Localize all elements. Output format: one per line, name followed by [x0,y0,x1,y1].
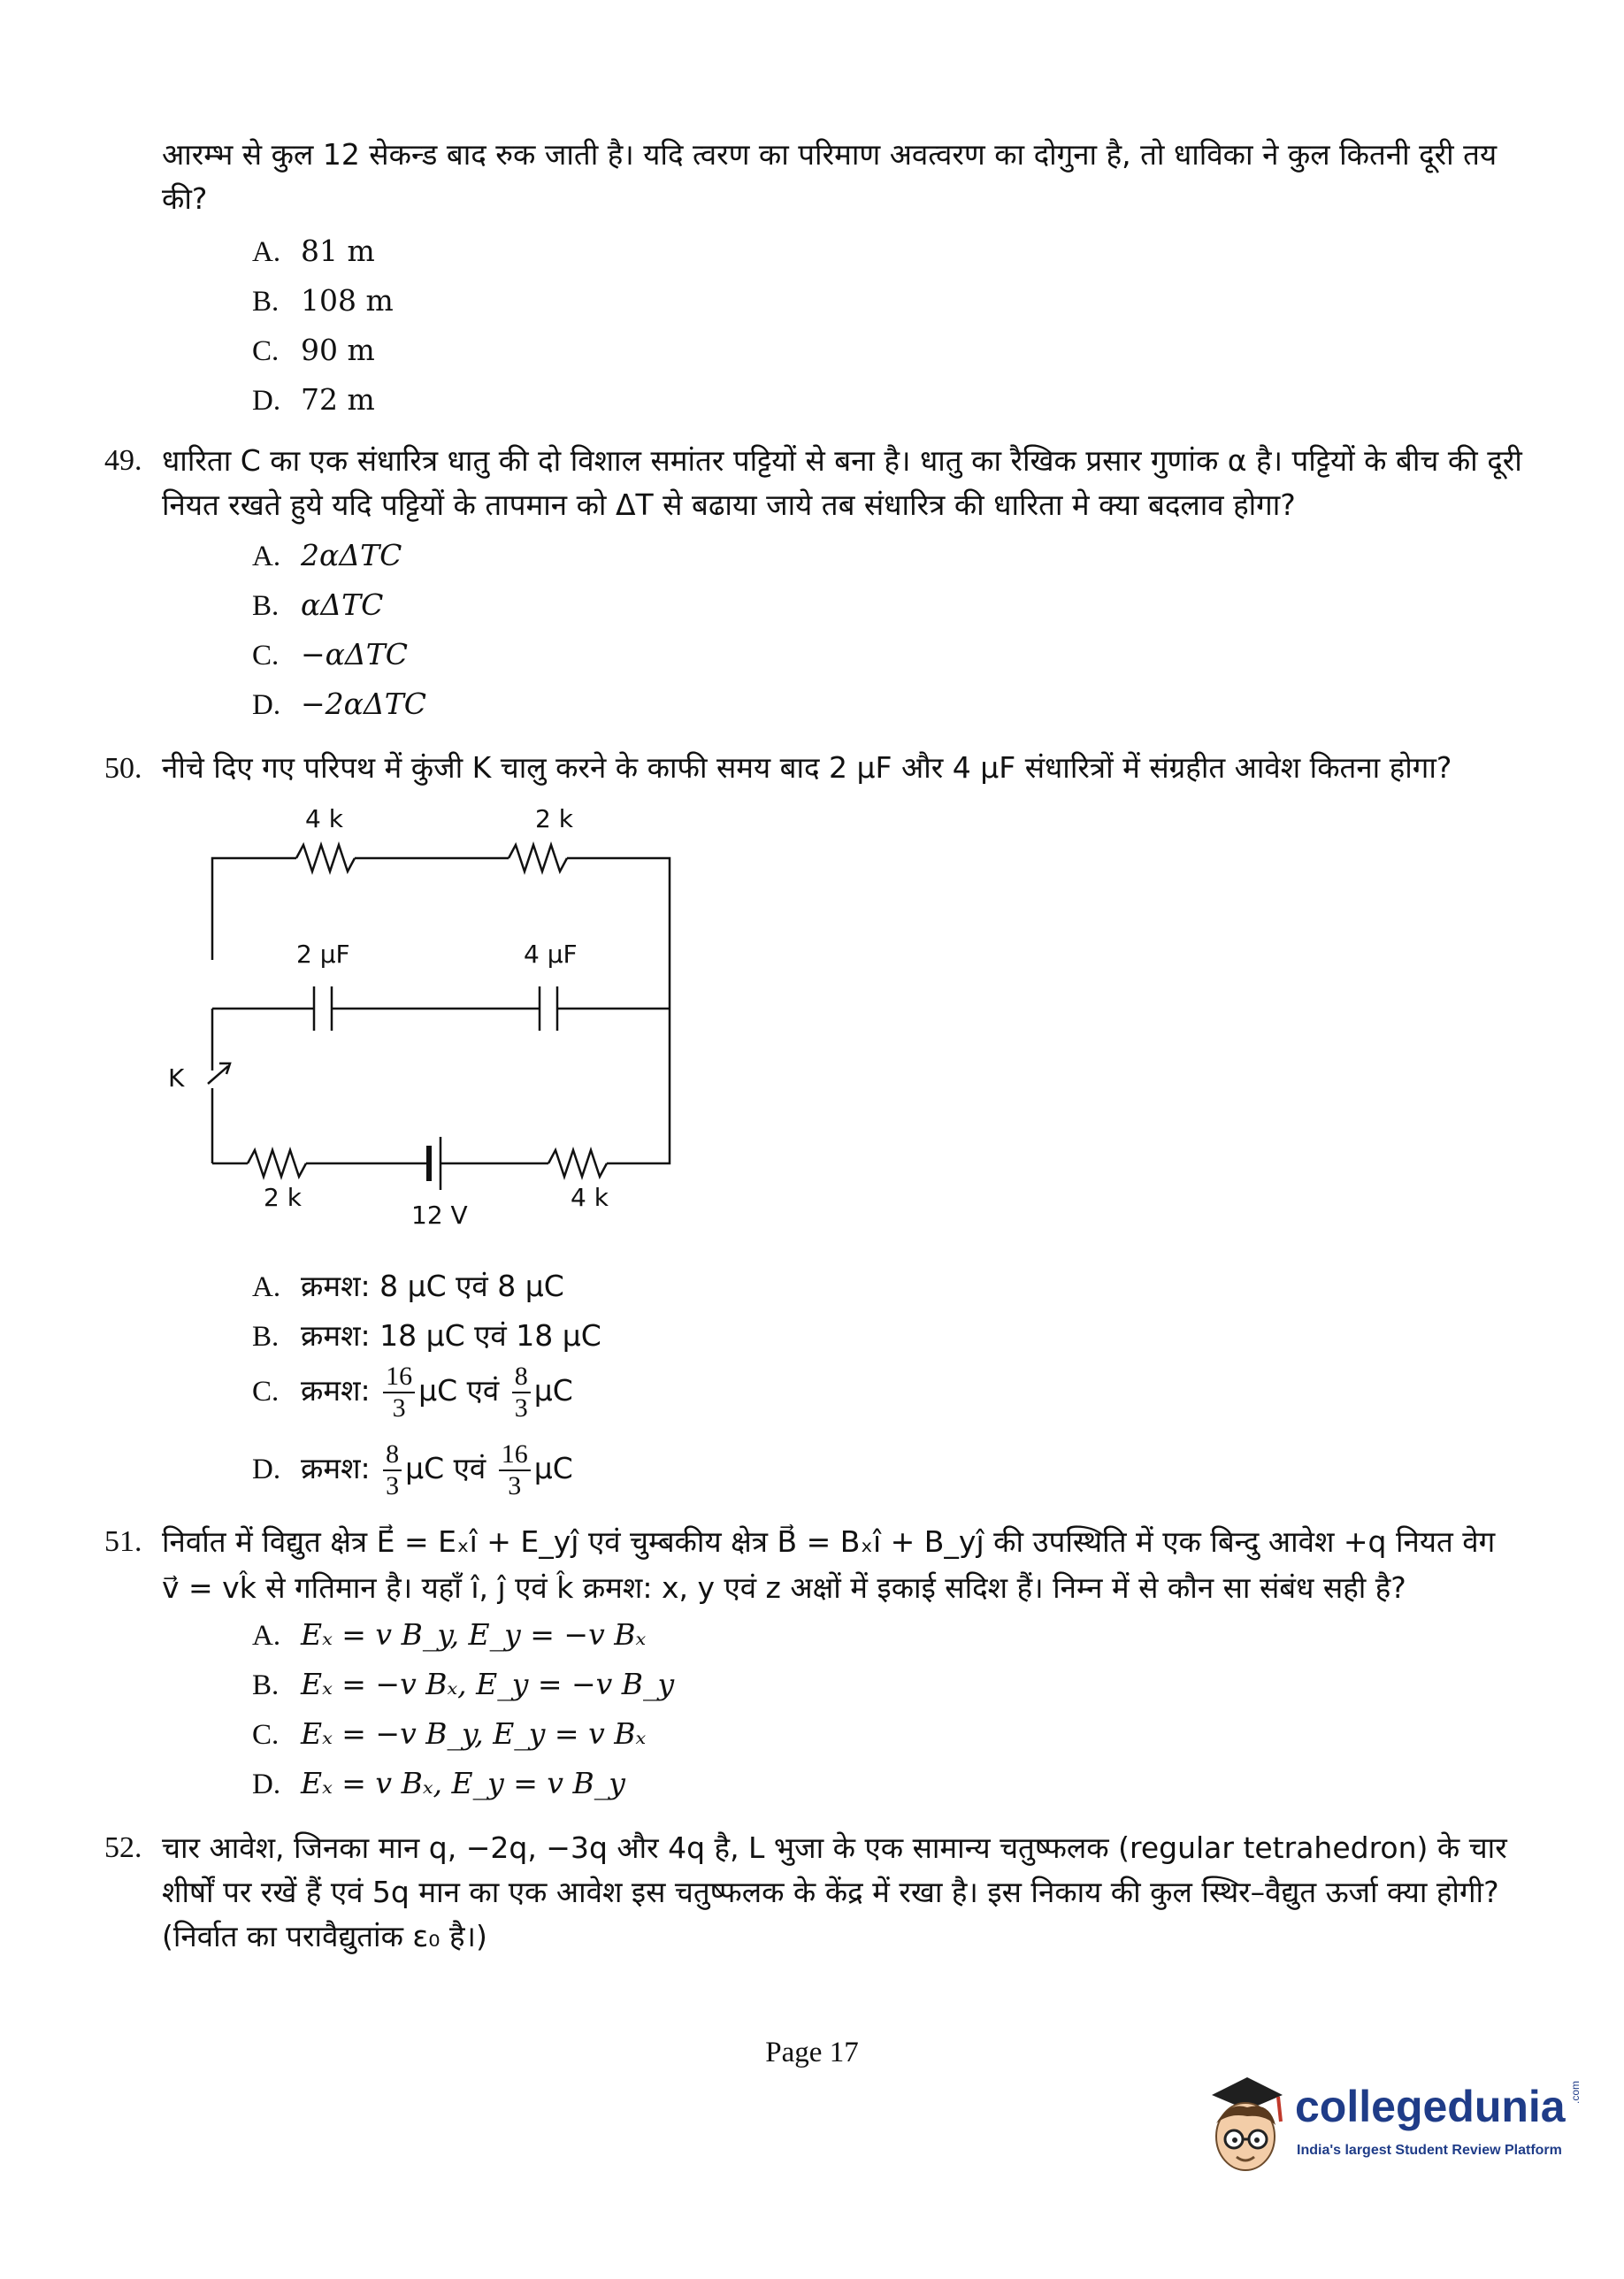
label-bottom-right-resistor: 4 k [571,1183,609,1212]
q51-number: 51. [104,1525,142,1558]
q48-option-d: D. 72 m [252,382,375,417]
label-top-left-resistor: 4 k [305,804,343,833]
q51-option-d: D. Eₓ = v Bₓ, E_y = v B_y [252,1766,625,1800]
fraction: $\frac{8}{3}$ [512,1362,531,1423]
q50-text: नीचे दिए गए परिपथ में कुंजी K चालु करने के काफी समय बाद 2 μF और 4 μF संधारित्रों में संग्रहीत आवेश कितना होगा? [162,750,1452,785]
q52-text: चार आवेश, जिनका मान q, −2q, −3q और 4q है, L भुजा के एक सामान्य चतुष्फलक (regular tetrahedron) के चार शीर्षों पर रखें हैं एवं 5q मान का एक आवेश इस चतुष्फलक के केंद्र में रखा है। इस निकाय की कुल स्थिर–वैद्युत ऊर्जा क्या होगी? (निर्वात का परावैद्युतांक ε₀ है।) [162,1830,1507,1953]
brand-tagline: India's largest Student Review Platform [1297,2143,1562,2158]
resistor-bottom-left [248,1150,306,1177]
brand-name: collegedunia [1295,2082,1566,2131]
resistor-top-left [296,845,355,871]
page-number: Page 17 [765,2037,859,2068]
q50-number: 50. [104,752,142,785]
q52-number: 52. [104,1831,142,1864]
q49-number: 49. [104,444,142,477]
label-top-right-resistor: 2 k [535,804,573,833]
q48-continuation-text: आरम्भ से कुल 12 सेकन्ड बाद रुक जाती है। यदि त्वरण का परिमाण अवत्वरण का दोगुना है, तो धाविका ने कुल कितनी दूरी तय की? [162,137,1498,216]
collegedunia-logo [1194,2061,1583,2194]
q51-line-1: निर्वात में विद्युत क्षेत्र E⃗ = Eₓî + E_yĵ एवं चुम्बकीय क्षेत्र B⃗ = Bₓî + B_yĵ की उपस्थिति में एक बिन्दु आवेश +q नियत वेग [162,1524,1496,1559]
q49-text: धारिता C का एक संधारित्र धातु की दो विशाल समांतर पट्टियों से बना है। धातु का रैखिक प्रसार गुणांक α है। पट्टियों के बीच की दूरी नियत रखते हुये यदि पट्टियों के तापमान को ΔT से बढाया जाये तब संधारित्र की धारिता मे क्या बदलाव होगा? [162,443,1522,522]
capacitor-branch [212,986,670,1031]
fraction: $\frac{16}{3}$ [383,1362,415,1423]
q50-option-d: D. क्रमश: $\frac{8}{3}$ μC एवं $\frac{16}{3}$ μC [252,1439,573,1500]
label-battery: 12 V [411,1201,468,1230]
fraction: $\frac{8}{3}$ [383,1439,402,1501]
q49-option-b: B. αΔTC [252,587,384,622]
q50-option-c: C. क्रमश: $\frac{16}{3}$ μC एवं $\frac{8}{3}$ μC [252,1361,573,1423]
q49-option-d: D. −2αΔTC [252,687,427,721]
label-cap-left: 2 μF [296,940,350,969]
mascot-icon [1194,2061,1291,2194]
circuit-diagram [159,787,690,1247]
q48-option-c: C. 90 m [252,333,375,367]
label-bottom-left-resistor: 2 k [264,1183,302,1212]
top-branch-wire [212,845,670,1009]
q49-option-c: C. −αΔTC [252,637,409,671]
bottom-branch-wire [212,1009,670,1190]
fraction: $\frac{16}{3}$ [499,1439,531,1501]
label-key: K [168,1063,185,1093]
q50-option-b: B. क्रमश: 18 μC एवं 18 μC [252,1318,601,1353]
brand-dotcom: .com [1569,2080,1582,2105]
q51-option-b: B. Eₓ = −v Bₓ, E_y = −v B_y [252,1667,675,1701]
q51-option-c: C. Eₓ = −v B_y, E_y = v Bₓ [252,1716,647,1751]
q48-option-a: A. 81 m [252,234,375,268]
resistor-bottom-right [548,1150,607,1177]
q51-option-a: A. Eₓ = v B_y, E_y = −v Bₓ [252,1617,647,1652]
q50-option-a: A. क्रमश: 8 μC एवं 8 μC [252,1269,564,1303]
q49-option-a: A. 2αΔTC [252,538,402,572]
label-cap-right: 4 μF [524,940,578,969]
key-switch [208,1009,230,1163]
q48-option-b: B. 108 m [252,283,394,318]
q51-line-2: v⃗ = vk̂ से गतिमान है। यहाँ î, ĵ एवं k̂ क्रमश: x, y एवं z अक्षों में इकाई सदिश हैं। निम्न में से कौन सा संबंध सही है? [162,1570,1406,1605]
resistor-top-right [509,845,567,871]
